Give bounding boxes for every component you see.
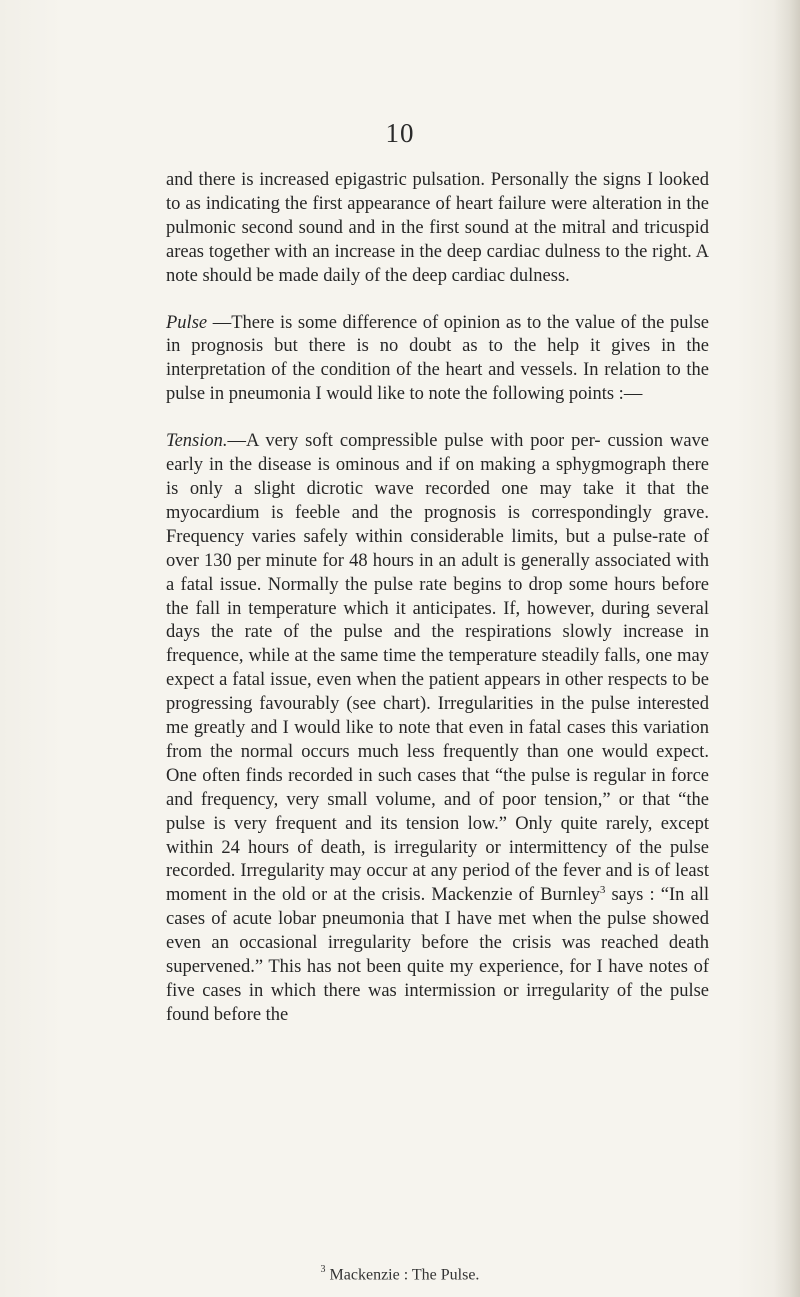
paragraph-text: and there is increased epigastric pulsation. Personally the signs I looked to as indicating the first appearance of heart failure were alteration in the pulmonic second sound and in the first sound at the mitral and tricuspid areas together with an increase in the deep cardiac dulness to the right. A note should be made daily of the deep cardiac dulness.	[166, 170, 709, 286]
paragraph-lead-tension: Tension.	[166, 431, 228, 452]
footnote	[0, 1265, 800, 1284]
paragraph-pulse	[166, 312, 709, 408]
paragraph-text-continued: says : “In all cases of acute lobar pneumonia that I have met when the pulse showed even an occasional irregularity before the crisis was reached death supervened.” This has not been quite my experience, for I have notes of five cases in which there was intermission or irregularity of the pulse found before the	[166, 885, 709, 1025]
paragraph-lead-pulse: Pulse	[166, 312, 208, 333]
page-number: 10	[385, 118, 415, 148]
footnote-reference[interactable]: 3	[599, 884, 606, 897]
footnote-text: Mackenzie : The Pulse.	[325, 1266, 480, 1284]
page-edge-shadow	[774, 0, 800, 1297]
body-text	[166, 169, 709, 1028]
paragraph-text: —A very soft compressible pulse with poor per- cussion wave early in the disease is ominous and if on making a sphygmograph there is only a slight dicrotic wave recorded one may take it that the myocardium is feeble and the prognosis is correspondingly grave. Frequency varies safely within considerable limits, but a pulse-rate of over 130 per minute for 48 hours in an adult is generally associated with a fatal issue. Normally the pulse rate begins to drop some hours before the fall in temperature which it anticipates. If, however, during several days the rate of the pulse and the respirations slowly increase in frequence, while at the same time the temperature steadily falls, one may expect a fatal issue, even when the patient appears in other respects to be progressing favourably (see chart). Irregularities in the pulse interested me greatly and I would like to note that even in fatal cases this variation from the normal occurs much less frequently than one would expect. One often finds recorded in such cases that “the pulse is regular in force and frequency, very small volume, and of poor tension,” or that “the pulse is very frequent and its tension low.” Only quite rarely, except within 24 hours of death, is irregularity or intermittency of the pulse recorded. Irregularity may occur at any period of the fever and is of least moment in the old or at the crisis. Mackenzie of Burnley	[166, 431, 709, 906]
paragraph-text: —There is some difference of opinion as to the value of the pulse in prognosis but there is no doubt as to the help it gives in the interpretation of the condition of the heart and vessels. In relation to the pulse in pneumonia I would like to note the following points :—	[166, 312, 709, 405]
footnote-marker: 3	[320, 1264, 326, 1275]
paragraph-tension	[166, 430, 709, 1028]
paragraph-heart-failure	[166, 169, 709, 289]
